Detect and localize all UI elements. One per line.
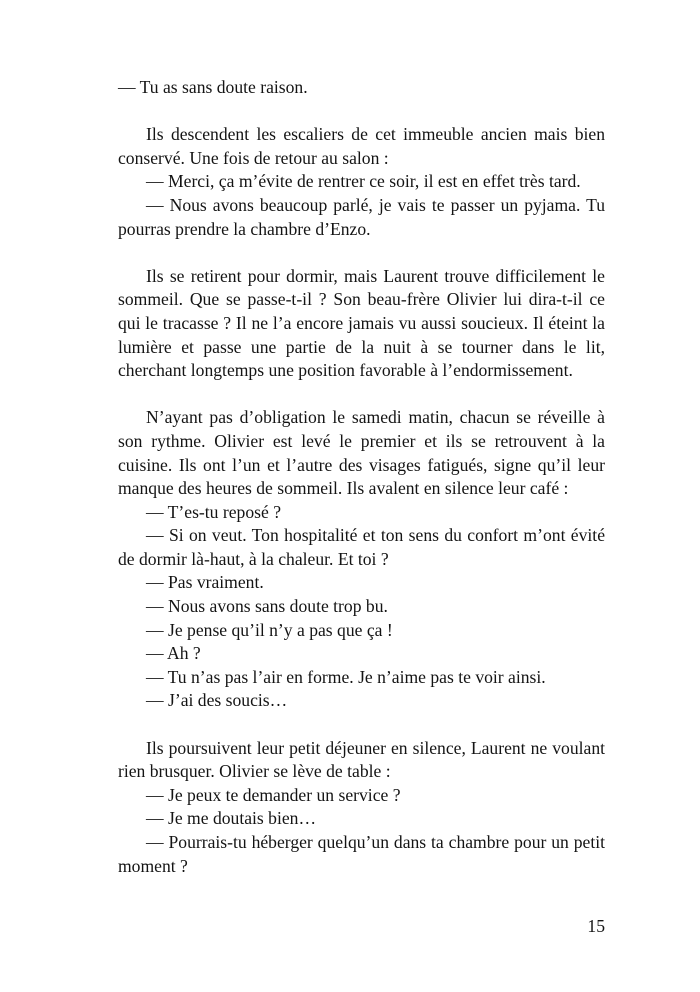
paragraph: Ils descendent les escaliers de cet immeuble ancien mais bien conservé. Une fois de retour au salon :	[118, 124, 605, 168]
dialogue-line: — Tu as sans doute raison.	[118, 77, 308, 97]
dialogue-line: — Si on veut. Ton hospitalité et ton sens du confort m’ont évité de dormir là-haut, à la chaleur. Et toi ?	[118, 525, 605, 569]
paragraph: Ils poursuivent leur petit déjeuner en silence, Laurent ne voulant rien brusquer. Olivier se lève de table :	[118, 737, 605, 782]
paragraph-gap	[118, 713, 605, 737]
dialogue-line: — Tu n’as pas l’air en forme. Je n’aime pas te voir ainsi.	[146, 666, 546, 687]
dialogue-line: — Nous avons sans doute trop bu.	[146, 596, 388, 617]
dialogue-line: — Je pense qu’il n’y a pas que ça !	[146, 619, 393, 640]
dialogue-line: — T’es-tu reposé ?	[146, 501, 282, 522]
dialogue-line: — J’ai des soucis…	[146, 690, 288, 711]
page-number: 15	[587, 916, 605, 936]
dialogue-line: — Ah ?	[146, 643, 201, 664]
dialogue-line: — Nous avons beaucoup parlé, je vais te passer un pyjama. Tu pourras prendre la chambre d’Enzo.	[118, 194, 605, 239]
dialogue-line: — Pourrais-tu héberger quelqu’un dans ta chambre pour un petit moment ?	[118, 832, 605, 876]
paragraph-gap	[118, 383, 605, 407]
page-body	[118, 76, 605, 878]
paragraph: Ils se retirent pour dormir, mais Laurent trouve difficilement le sommeil. Que se passe-t-il ? Son beau-frère Olivier lui dira-t-il ce qui le tracasse ? Il ne l’a encore jamais vu aussi soucieux. Il éteint la lumière et passe une partie de la nuit à se tourner dans le lit, cherchant longtemps une position favorable à l’endormissement.	[118, 265, 605, 381]
dialogue-line: — Je peux te demander un service ?	[146, 784, 401, 805]
paragraph-gap	[118, 100, 605, 124]
dialogue-line: — Merci, ça m’évite de rentrer ce soir, il est en effet très tard.	[146, 171, 581, 192]
dialogue-line: — Je me doutais bien…	[146, 808, 317, 829]
paragraph-gap	[118, 241, 605, 265]
paragraph: N’ayant pas d’obligation le samedi matin, chacun se réveille à son rythme. Olivier est levé le premier et ils se retrouvent à la cuisine. Ils ont l’un et l’autre des visages fatigués, signe qu’il leur manque des heures de sommeil. Ils avalent en silence leur café :	[118, 407, 605, 499]
dialogue-line: — Pas vraiment.	[146, 572, 264, 593]
